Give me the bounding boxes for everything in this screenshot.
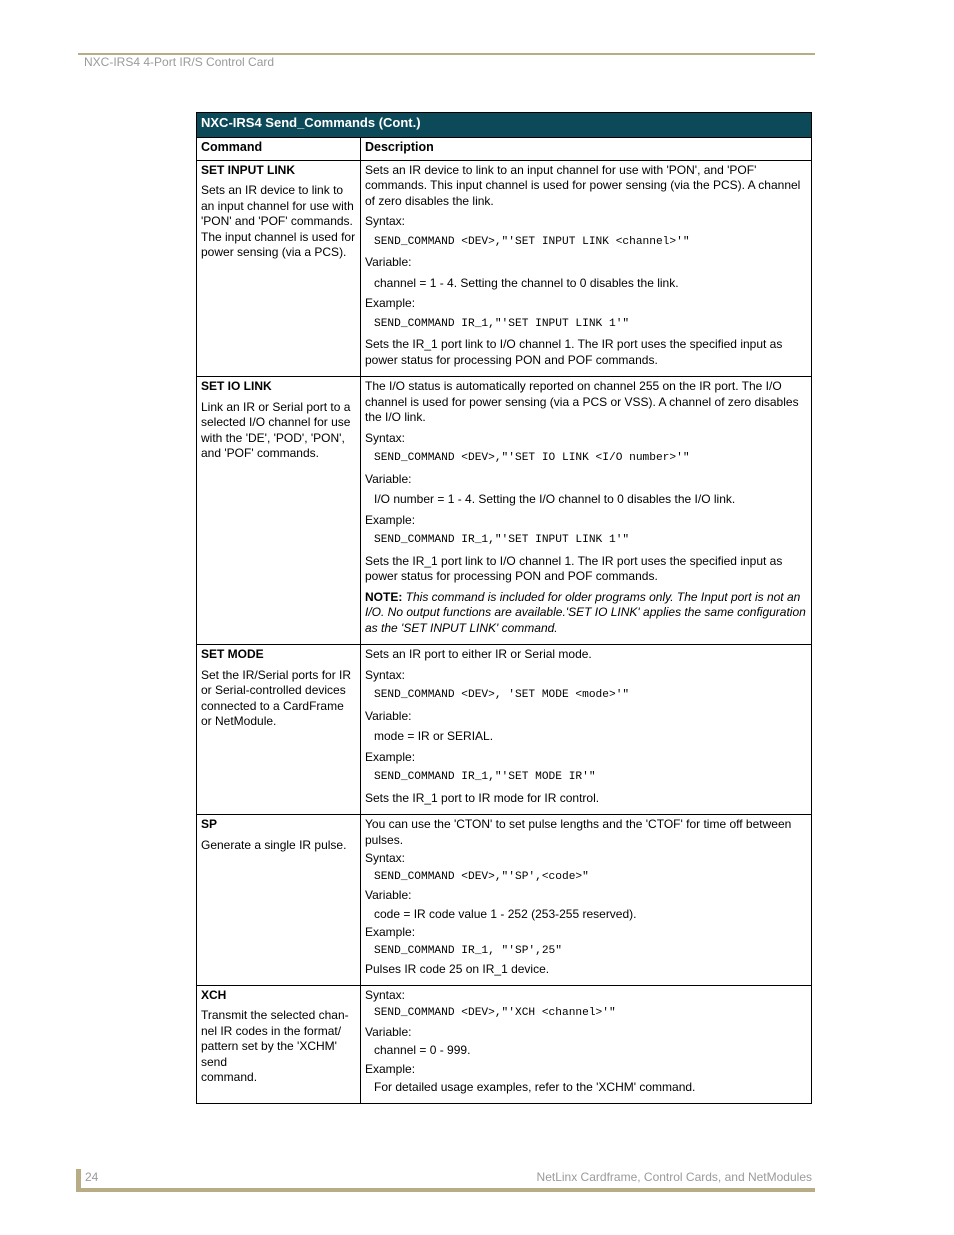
table-row — [197, 377, 812, 645]
command-summary — [201, 1008, 356, 1086]
syntax-label: Syntax: — [365, 430, 406, 445]
command-cell — [197, 985, 361, 1103]
summary-line: nel IR codes in the format/ — [201, 1023, 342, 1038]
summary-line: Transmit the selected chan- — [201, 1008, 349, 1022]
syntax-label: Syntax: — [365, 667, 406, 682]
command-name: SET INPUT LINK — [201, 162, 296, 177]
variable-label: Variable: — [365, 1024, 412, 1039]
variable-text: channel = 0 - 999. — [374, 1043, 471, 1057]
variable-label: Variable: — [365, 888, 412, 902]
variable-label: Variable: — [365, 708, 412, 723]
table-title: NXC-IRS4 Send_Commands (Cont.) — [197, 113, 812, 138]
result-text: Sets the IR_1 port link to I/O channel 1. The IR port uses the specified input as power status for processing PON and POF commands. — [365, 337, 783, 367]
description-intro: You can use the 'CTON' to set pulse lengths and the 'CTOF' for time off between pulses. — [365, 817, 792, 847]
page-number: 24 — [85, 1170, 99, 1184]
command-summary: Link an IR or Serial port to a selected I/O channel for use with the 'DE', 'POD', 'PON', and 'POF' commands. — [201, 399, 351, 460]
description-intro: Sets an IR port to either IR or Serial mode. — [365, 647, 592, 661]
example-label: Example: — [365, 925, 416, 939]
variable-text: code = IR code value 1 - 252 (253-255 reserved). — [374, 906, 637, 921]
command-summary: Set the IR/Serial ports for IR or Serial-controlled devices connected to a CardFrame or NetModule. — [201, 667, 352, 728]
example-code: SEND_COMMAND IR_1,"'SET MODE IR'" — [374, 771, 596, 783]
column-header-description: Description — [361, 138, 812, 161]
example-code: SEND_COMMAND IR_1,"'SET INPUT LINK 1'" — [374, 534, 630, 546]
example-label: Example: — [365, 749, 416, 764]
note-label: NOTE: — [365, 589, 403, 604]
description-cell — [361, 160, 812, 377]
variable-text: mode = IR or SERIAL. — [374, 729, 494, 743]
running-header: NXC-IRS4 4-Port IR/S Control Card — [84, 55, 275, 69]
example-label: Example: — [365, 512, 416, 527]
command-cell — [197, 815, 361, 986]
example-text: For detailed usage examples, refer to the 'XCHM' command. — [374, 1080, 696, 1094]
syntax-code: SEND_COMMAND <DEV>,"'SET INPUT LINK <channel>'" — [374, 235, 690, 248]
note-text — [365, 590, 807, 637]
example-code: SEND_COMMAND IR_1,"'SET INPUT LINK 1'" — [374, 317, 630, 330]
syntax-code: SEND_COMMAND <DEV>,"'SET IO LINK <I/O number>'" — [374, 452, 690, 464]
example-label: Example: — [365, 1061, 416, 1076]
command-name: SET MODE — [201, 647, 264, 661]
syntax-code: SEND_COMMAND <DEV>, 'SET MODE <mode>'" — [374, 689, 630, 701]
table-row — [197, 815, 812, 986]
table-row — [197, 985, 812, 1103]
syntax-label: Syntax: — [365, 214, 406, 228]
command-name: XCH — [201, 987, 227, 1002]
command-summary: Generate a single IR pulse. — [201, 837, 347, 852]
summary-line: pattern set by the 'XCHM' — [201, 1039, 337, 1053]
command-cell — [197, 377, 361, 645]
description-intro: The I/O status is automatically reported on channel 255 on the IR port. The I/O channel is used for power sensing (via a PCS or VSS). A channel of zero disables the I/O link. — [365, 379, 799, 424]
summary-line: send — [201, 1054, 228, 1069]
description-intro: Sets an IR device to link to an input channel for use with 'PON', and 'POF' commands. This input channel is used for power sensing (via the PCS). A channel of zero disables the link. — [365, 162, 801, 208]
result-text: Pulses IR code 25 on IR_1 device. — [365, 962, 550, 976]
result-text: Sets the IR_1 port to IR mode for IR control. — [365, 790, 600, 805]
variable-text: channel = 1 - 4. Setting the channel to 0 disables the link. — [374, 275, 679, 290]
example-label: Example: — [365, 296, 416, 310]
table-row — [197, 160, 812, 377]
variable-label: Variable: — [365, 255, 412, 269]
note-body: This command is included for older programs only. The Input port is not an I/O. No output functions are available.'SET IO LINK' applies the same configuration as the 'SET INPUT LINK' command. — [365, 589, 806, 635]
example-code: SEND_COMMAND IR_1, "'SP',25" — [374, 944, 562, 957]
footer-rule — [78, 1188, 815, 1192]
command-name: SET IO LINK — [201, 379, 272, 393]
send-commands-table — [196, 112, 812, 1104]
command-cell — [197, 160, 361, 377]
summary-line: command. — [201, 1070, 258, 1084]
syntax-label: Syntax: — [365, 987, 406, 1002]
footer-book-title: NetLinx Cardframe, Control Cards, and NetModules — [536, 1170, 812, 1184]
syntax-label: Syntax: — [365, 851, 406, 865]
syntax-code: SEND_COMMAND <DEV>,"'XCH <channel>'" — [374, 1007, 616, 1019]
column-header-command: Command — [197, 138, 361, 161]
description-cell — [361, 815, 812, 986]
description-cell — [361, 377, 812, 645]
command-summary: Sets an IR device to link to an input channel for use with 'PON' and 'POF' commands. The input channel is used for power sensing (via a PCS). — [201, 183, 356, 259]
command-name: SP — [201, 817, 218, 831]
description-cell — [361, 985, 812, 1103]
table-row — [197, 645, 812, 815]
command-cell — [197, 645, 361, 815]
description-cell — [361, 645, 812, 815]
variable-label: Variable: — [365, 471, 412, 486]
syntax-code: SEND_COMMAND <DEV>,"'SP',<code>" — [374, 870, 589, 883]
result-text: Sets the IR_1 port link to I/O channel 1. The IR port uses the specified input as power status for processing PON and POF commands. — [365, 553, 783, 583]
variable-text: I/O number = 1 - 4. Setting the I/O channel to 0 disables the I/O link. — [374, 492, 736, 506]
